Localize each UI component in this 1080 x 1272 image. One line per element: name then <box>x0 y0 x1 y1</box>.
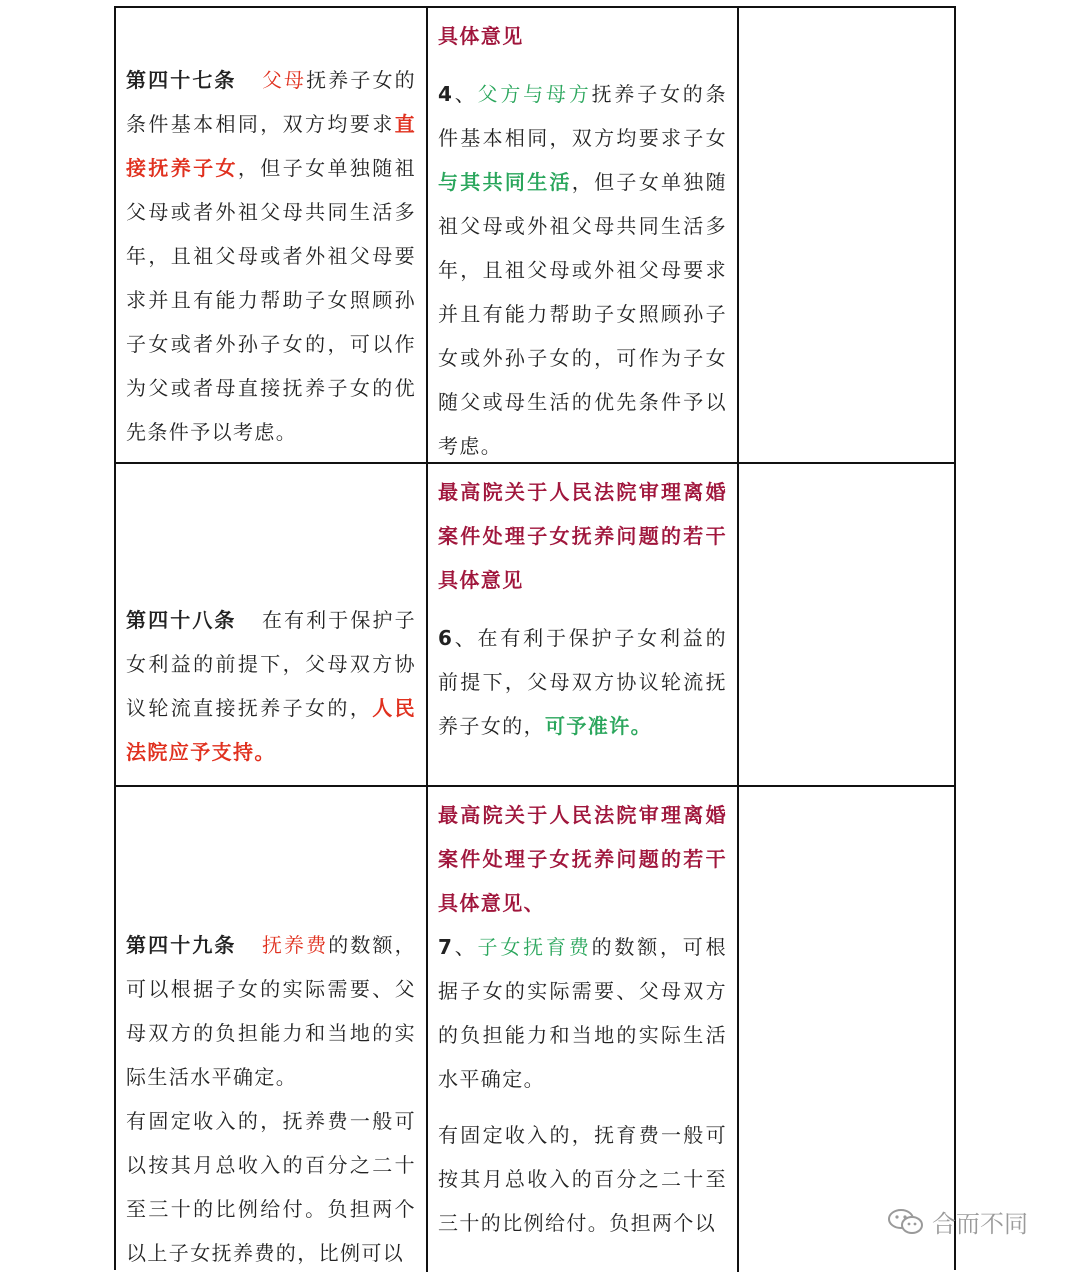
new-law-cell <box>116 787 426 1272</box>
old-rule-cell <box>428 787 737 1272</box>
rule-body-para2: 有固定收入的，抚育费一般可按其月总收入的百分之二十至三十的比例给付。负担两个以 <box>438 1123 727 1235</box>
notes-cell <box>739 8 956 462</box>
table-row <box>116 8 954 464</box>
new-law-cell <box>116 8 426 462</box>
table-row <box>116 787 954 1272</box>
old-rule-cell <box>428 8 737 462</box>
notes-cell <box>739 464 956 785</box>
source-title: 最高院关于人民法院审理离婚案件处理子女抚养问题的若干具体意见、 <box>438 803 727 915</box>
article-body: 抚养费的数额，可以根据子女的实际需要、父母双方的负担能力和当地的实际生活水平确定。 <box>126 933 417 1089</box>
watermark <box>886 1204 1028 1239</box>
wechat-icon <box>886 1207 926 1237</box>
source-title: 最高院关于人民法院审理离婚案件处理子女抚养问题的若干具体意见 <box>438 480 727 592</box>
source-title: 具体意见 <box>438 24 524 48</box>
notes-cell <box>739 787 956 1272</box>
new-law-cell <box>116 464 426 785</box>
rule-body: 4、父方与母方抚养子女的条件基本相同，双方均要求子女与其共同生活，但子女单独随祖父母或外祖父母共同生活多年，且祖父母或外祖父母要求并且有能力帮助子女照顾孙子女或外孙子女的，可作为子女随父或母生活的优先条件予以考虑。 <box>438 82 728 458</box>
comparison-table <box>114 6 956 1270</box>
table-row <box>116 464 954 787</box>
article-title: 第四十八条 <box>126 608 237 632</box>
rule-body: 6、在有利于保护子女利益的前提下，父母双方协议轮流抚养子女的，可予准许。 <box>438 626 727 738</box>
rule-body: 7、子女抚育费的数额，可根据子女的实际需要、父母双方的负担能力和当地的实际生活水平确定。 <box>438 935 728 1091</box>
article-title: 第四十九条 <box>126 933 237 957</box>
article-body-para2: 有固定收入的，抚养费一般可以按其月总收入的百分之二十至三十的比例给付。负担两个以上子女抚养费的，比例可以 <box>126 1109 416 1265</box>
article-body: 父母抚养子女的条件基本相同，双方均要求直接抚养子女，但子女单独随祖父母或者外祖父母共同生活多年，且祖父母或者外祖父母要求并且有能力帮助子女照顾孙子女或者外孙子女的，可以作为父或者母直接抚养子女的优先条件予以考虑。 <box>126 68 417 444</box>
article-body: 在有利于保护子女利益的前提下，父母双方协议轮流直接抚养子女的，人民法院应予支持。 <box>126 608 416 764</box>
old-rule-cell <box>428 464 737 785</box>
article-title: 第四十七条 <box>126 68 237 92</box>
watermark-text: 合而不同 <box>932 1210 1028 1238</box>
